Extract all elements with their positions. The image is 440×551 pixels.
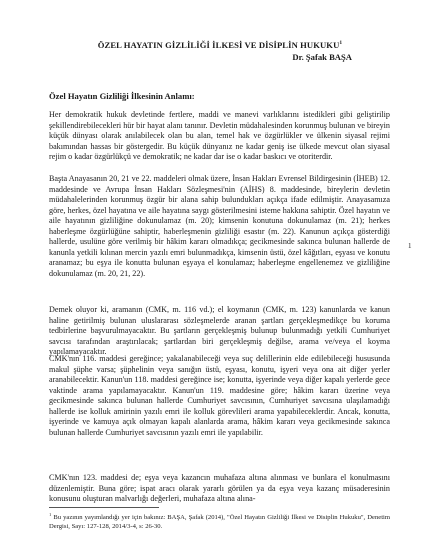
document-title <box>0 40 440 50</box>
footnote <box>49 511 390 531</box>
title-footnote-marker: 1 <box>339 40 343 47</box>
paragraph-5: CMK'nın 123. maddesi de; eşya veya kazancın muhafaza altına alınması ve bunlara el konulmasını düzenlemiştir. Buna göre; ispat aracı olarak yararlı görülen ya da eşya veya kazanç müsaderesinin konusunu oluşturan malvarlığı değerleri, muhafaza altına alına- <box>49 473 390 503</box>
footnote-text: Bu yazının yayımlandığı yer için bakınız: BAŞA, Şafak (2014), "Özel Hayatın Gizliliği İlkesi ve Disiplin Hukuku", Denetim Dergisi, Sayı: 127-128, 2014/3-4, s: 26-30. <box>49 514 390 530</box>
title-text: ÖZEL HAYATIN GİZLİLİĞİ İLKESİ VE DİSİPLİN HUKUKU <box>97 40 340 50</box>
section-heading: Özel Hayatın Gizliliği İlkesinin Anlamı: <box>49 91 195 101</box>
author-name: Dr. Şafak BAŞA <box>292 52 352 62</box>
paragraph-1: Her demokratik hukuk devletinde fertlere, maddi ve manevi varlıklarını istedikleri gibi geliştirilip şekillendirebilecekleri hür bir hayat alanı tanınır. Devletin müdahalesinden korunmuş bulunan ve bireyin küçük dünyası olarak anılabilecek olan bu alan, temel hak ve özgürlükler ve ülkenin siyasal rejimi bakımından hassas bir göstergedir. Bu küçük dünyanız ne kadar geniş ise ülkede mevcut olan siyasal rejim o kadar özgürlükçü ve demokratik; ne kadar dar ise o kadar baskıcı ve otoriterdir. <box>49 110 390 161</box>
paragraph-3: Demek oluyor ki, aramanın (CMK, m. 116 vd.); el koymanın (CMK, m. 123) kanunlarda ve kanun haline getirilmiş bulunan uluslararası sözleşmelerde aranan şartları gerçekleşmedikçe bu koruma tedbirlerine başvurulmayacaktır. Bu şartların gerçekleşmiş bulunup bulunmadığı yetkili Cumhuriyet savcısı tarafından araştırılacak; şartlardan biri gerçekleşmiş değilse, arama ve/veya el koyma yapılamayacaktır. <box>49 305 390 356</box>
paragraph-2: Başta Anayasanın 20, 21 ve 22. maddeleri olmak üzere, İnsan Hakları Evrensel Bildirgesinin (İHEB) 12. maddesinde ve Avrupa İnsan Hakları Sözleşmesi'nin (AİHS) 8. maddesinde, bireylerin devletin müdahalelerinden korunmuş özgür bir alana sahip bulundukları açıkça ifade edilmiştir. Anayasamıza göre, herkes, özel hayatına ve aile hayatına saygı gösterilmesini isteme hakkına sahiptir. Özel hayatın ve aile hayatının gizliliğine dokunulamaz (m. 20); kimsenin konutuna dokunulamaz (m. 21); herkes haberleşme özgürlüğüne sahiptir, haberleşmenin gizliliği esastır (m. 22). Kanunun açıkça gösterdiği hallerde, usulüne göre verilmiş bir hâkim kararı olmadıkça; gecikmesinde sakınca bulunan hallerde de kanunla yetkili kılınan mercin yazılı emri bulunmadıkça, kimsenin üstü, özel kâğıtları, eşyası ve konutu aranamaz; bu eşya ile konutta bulunan eşyaya el konulamaz; haberleşme engellenemez ve gizliliğine dokunulamaz (m. 20, 21, 22). <box>49 174 390 278</box>
footnote-marker: 1 <box>49 512 52 517</box>
page-number: 1 <box>408 242 412 250</box>
footnote-divider <box>49 507 159 508</box>
paragraph-4: CMK'nın 116. maddesi gereğince; yakalanabileceği veya suç delillerinin elde edilebileceği hususunda makul şüphe varsa; şüphelinin veya sanığın üstü, eşyası, konutu, işyeri veya ona ait diğer yerler aranabilecektir. Kanun'un 118. maddesi gereğince ise; konutta, işyerinde veya diğer kapalı yerlerde gece vaktinde arama yapılamayacaktır. Kanun'un 119. maddesine göre; hâkim kararı üzerine veya gecikmesinde sakınca bulunan hallerde Cumhuriyet savcısının, Cumhuriyet savcısına ulaşılamadığı hallerde ise kolluk amirinin yazılı emri ile kolluk görevlileri arama yapabileceklerdir. Ancak, konutta, işyerinde ve kamuya açık olmayan kapalı alanlarda arama, hâkim kararı veya gecikmesinde sakınca bulunan hallerde Cumhuriyet savcısının yazılı emri ile yapılabilir. <box>49 354 390 437</box>
